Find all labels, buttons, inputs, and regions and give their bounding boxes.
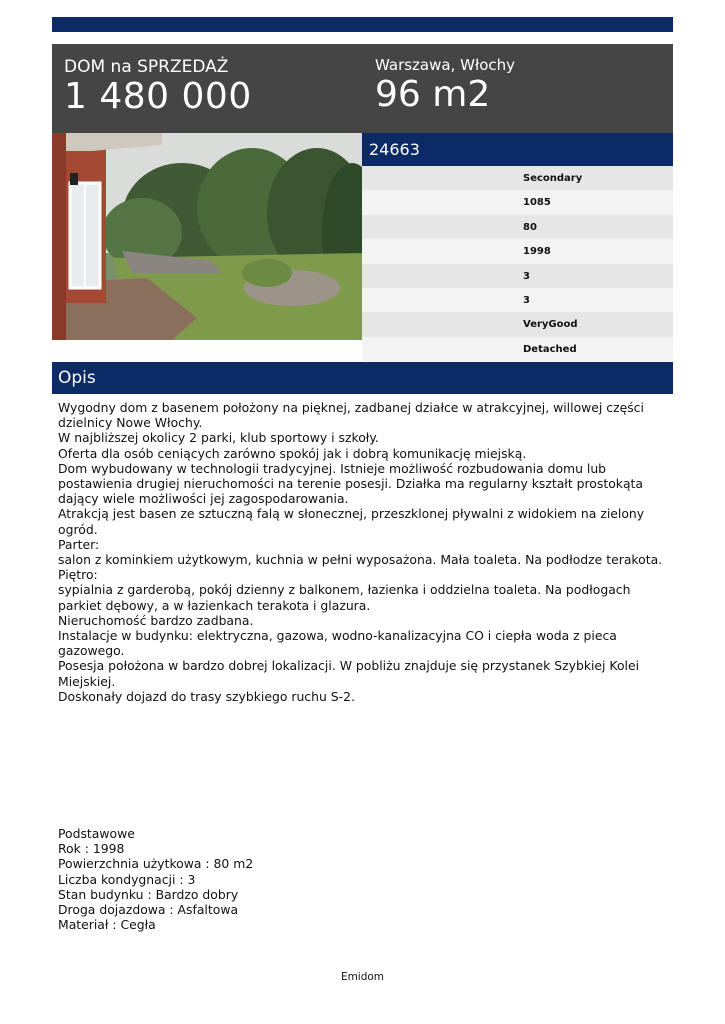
description-text: [58, 400, 668, 704]
basic-info-line: Materiał : Cegła: [58, 917, 156, 933]
listing-details-table: [362, 166, 673, 361]
detail-row: [362, 312, 673, 336]
listing-price: 1 480 000: [64, 76, 252, 117]
description-line: Dom wybudowany w technologii tradycyjnej. Istnieje możliwość rozbudowania domu lub postawienia drugiej nieruchomości na terenie posesji. Działka ma regularny kształt prostokąta dający wiele możliwości jej zagospodarowania.: [58, 460, 644, 507]
description-line: salon z kominkiem użytkowym, kuchnia w pełni wyposażona. Mała toaleta. Na podłodze terakota.: [58, 552, 663, 568]
basic-info-line: Stan budynku : Bardzo dobry: [58, 886, 239, 902]
detail-row: [362, 239, 673, 263]
detail-row: [362, 288, 673, 312]
listing-type: DOM na SPRZEDAŻ: [64, 57, 229, 77]
detail-row: [362, 337, 673, 361]
description-line: Nieruchomość bardzo zadbana.: [58, 612, 254, 628]
description-line: Atrakcją jest basen ze sztuczną falą w słonecznej, przeszklonej pływalni z widokiem na zielony ogród.: [58, 506, 645, 537]
basic-info-line: Liczba kondygnacji : 3: [58, 871, 196, 887]
top-accent-bar: [52, 17, 673, 32]
description-line: Doskonały dojazd do trasy szybkiego ruchu S-2.: [58, 688, 355, 704]
detail-value: 80: [523, 221, 537, 233]
description-line: Oferta dla osób ceniących zarówno spokój jak i dobrą komunikację miejską.: [58, 445, 527, 461]
detail-row: [362, 166, 673, 190]
basic-info-line: Powierzchnia użytkowa : 80 m2: [58, 856, 254, 872]
description-line: Parter:: [58, 536, 100, 552]
listing-area: 96 m2: [375, 74, 491, 115]
description-line: Wygodny dom z basenem położony na pięknej, zadbanej działce w atrakcyjnej, willowej części dzielnicy Nowe Włochy.: [58, 400, 644, 431]
description-line: sypialnia z garderobą, pokój dzienny z balkonem, łazienka i oddzielna toaleta. Na podłogach parkiet dębowy, a w łazienkach terakota i glazura.: [58, 582, 631, 613]
listing-id: 24663: [369, 140, 420, 159]
detail-row: [362, 215, 673, 239]
detail-value: Secondary: [523, 173, 583, 184]
detail-value: Detached: [523, 343, 577, 355]
detail-value: 3: [523, 294, 530, 306]
detail-value: VeryGood: [523, 319, 578, 331]
listing-location: Warszawa, Włochy: [375, 56, 516, 74]
description-line: W najbliższej okolicy 2 parki, klub sportowy i szkoły.: [58, 430, 379, 446]
detail-row: [362, 264, 673, 288]
description-line: Piętro:: [58, 567, 98, 583]
listing-id-bar: [362, 133, 673, 166]
footer-brand: Emidom: [340, 971, 385, 983]
description-section-header: [52, 362, 673, 394]
detail-row: [362, 190, 673, 214]
description-line: Instalacje w budynku: elektryczna, gazowa, wodno-kanalizacyjna CO i ciepła woda z pieca gazowego.: [58, 628, 617, 659]
description-line: Posesja położona w bardzo dobrej lokalizacji. W pobliżu znajduje się przystanek Szybkiej Kolei Miejskiej.: [58, 658, 640, 689]
property-photo: [52, 133, 362, 340]
detail-value: 1085: [523, 197, 551, 209]
detail-value: 3: [523, 270, 530, 282]
basic-info: [58, 826, 458, 932]
listing-header: [52, 44, 673, 133]
section-title: Opis: [58, 368, 96, 388]
detail-value: 1998: [523, 246, 551, 258]
basic-info-line: Rok : 1998: [58, 841, 125, 857]
basic-info-line: Droga dojazdowa : Asfaltowa: [58, 902, 239, 918]
basic-info-heading: Podstawowe: [58, 826, 135, 841]
